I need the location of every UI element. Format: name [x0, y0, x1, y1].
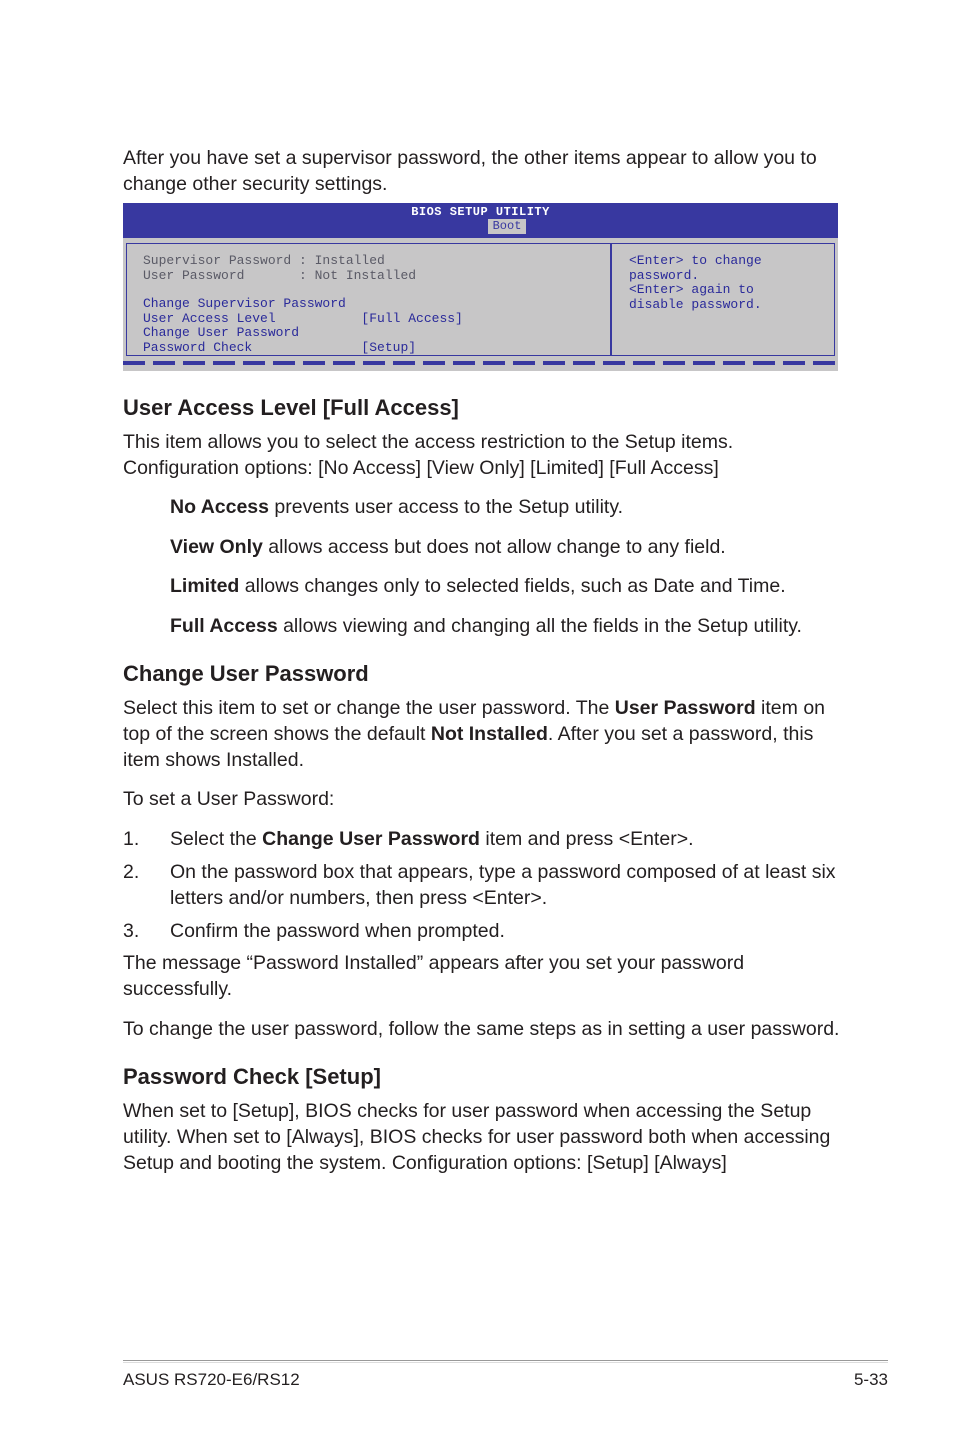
bios-help-line: disable password. [629, 296, 762, 312]
bios-tab-boot[interactable]: Boot [488, 219, 526, 234]
step-number: 3. [123, 920, 140, 942]
bios-change-user-password[interactable]: Change User Password [143, 325, 300, 340]
to-set-label: To set a User Password: [123, 788, 335, 810]
step-number: 2. [123, 861, 140, 883]
bios-password-check[interactable]: Password Check [Setup] [143, 339, 417, 355]
step-1: Select the Change User Password item and press <Enter>. [170, 828, 694, 850]
step-3: Confirm the password when prompted. [170, 920, 505, 942]
option-view-only: View Only allows access but does not allow change to any field. [170, 536, 726, 558]
message-paragraph: The message “Password Installed” appears after you set your password successfully. [123, 952, 745, 1000]
password-check-desc: When set to [Setup], BIOS checks for user password when accessing the Setup utility. When set to [Always], BIOS checks for user password both when accessing Setup and booting the system. Configuration options: [Setup] [Always] [123, 1100, 831, 1174]
step-number: 1. [123, 828, 140, 850]
heading-change-user-password: Change User Password [123, 661, 369, 686]
bios-help-line: <Enter> to change [629, 253, 762, 268]
footer-divider [123, 1360, 888, 1361]
change-password-desc: Select this item to set or change the user password. The User Password item on top of the screen shows the default Not Installed. After you set a password, this item shows Installed. [123, 697, 826, 771]
bios-user-access-level[interactable]: User Access Level [Full Access] [143, 310, 463, 326]
option-full-access: Full Access allows viewing and changing all the fields in the Setup utility. [170, 615, 802, 637]
bios-change-supervisor-password[interactable]: Change Supervisor Password [143, 296, 346, 311]
bios-help-line: password. [629, 267, 700, 283]
heading-password-check: Password Check [Setup] [123, 1064, 381, 1089]
bios-user-status: User Password : Not Installed [143, 267, 417, 283]
footer-divider [123, 1362, 888, 1363]
bios-bottom-dashes [123, 361, 838, 365]
footer-page-number: 5-33 [853, 1370, 888, 1389]
heading-user-access-level: User Access Level [Full Access] [123, 395, 459, 420]
bios-screenshot [123, 203, 838, 371]
bios-supervisor-status: Supervisor Password : Installed [143, 253, 385, 268]
user-access-options: Configuration options: [No Access] [View Only] [Limited] [Full Access] [123, 457, 719, 479]
step-2: On the password box that appears, type a password composed of at least six letters and/or numbers, then press <Enter>. [170, 861, 836, 909]
bios-main-panel [126, 243, 612, 356]
intro-paragraph: After you have set a supervisor password, the other items appear to allow you to change other security settings. [123, 147, 817, 195]
footer-product: ASUS RS720-E6/RS12 [123, 1370, 300, 1389]
user-access-desc: This item allows you to select the access restriction to the Setup items. [123, 431, 734, 453]
change-paragraph: To change the user password, follow the same steps as in setting a user password. [123, 1018, 840, 1040]
option-no-access: No Access prevents user access to the Setup utility. [170, 496, 624, 518]
bios-help-line: <Enter> again to [629, 282, 754, 297]
bios-header [123, 203, 838, 238]
option-limited: Limited allows changes only to selected fields, such as Date and Time. [170, 575, 786, 597]
bios-title: BIOS SETUP UTILITY [411, 205, 550, 219]
bios-help-panel [610, 243, 835, 356]
